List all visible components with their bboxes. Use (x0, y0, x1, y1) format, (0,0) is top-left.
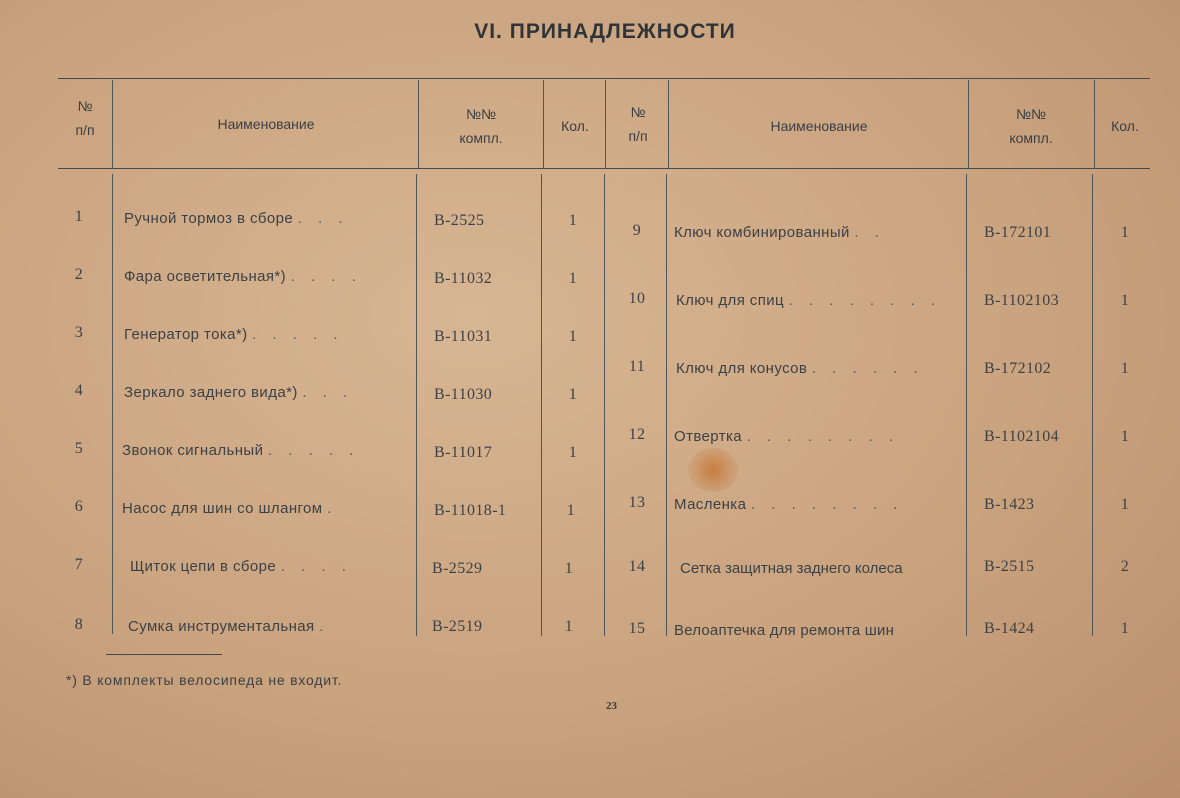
item-name-text: Насос для шин со шлангом (122, 500, 323, 517)
item-qty: 1 (568, 386, 578, 403)
leader-dots: . . . (302, 384, 354, 401)
item-name (124, 210, 349, 227)
item-name-text: Щиток цепи в сборе (130, 558, 277, 575)
row-number: 3 (74, 324, 84, 341)
item-code: В-1102104 (984, 428, 1060, 445)
column-divider (605, 80, 606, 168)
item-name-text: Генератор тока*) (124, 326, 248, 343)
item-code: В-2515 (984, 558, 1035, 575)
row-number: 9 (632, 222, 642, 239)
column-divider (112, 174, 113, 634)
item-qty: 1 (568, 444, 578, 461)
item-qty: 1 (568, 212, 578, 229)
item-name (130, 558, 352, 575)
header-qty: Кол. (561, 118, 589, 134)
column-divider (416, 174, 417, 636)
item-code: В-11030 (434, 386, 493, 403)
item-code: В-11018-1 (434, 502, 507, 519)
row-number: 1 (74, 208, 84, 225)
page-title: VI. ПРИНАДЛЕЖНОСТИ (474, 20, 736, 43)
item-name-text: Зеркало заднего вида*) (124, 384, 298, 401)
footnote: *) В комплекты велосипеда не входит. (66, 672, 343, 688)
leader-dots: . . . (297, 210, 349, 227)
header-code-symbol: №№ (465, 106, 497, 122)
column-divider (543, 80, 544, 168)
row-number: 11 (628, 358, 646, 375)
column-divider (966, 174, 967, 636)
item-name-text: Ключ для спиц (676, 292, 784, 309)
item-name (128, 618, 329, 635)
header-qty-right: Кол. (1111, 118, 1139, 134)
column-divider (666, 174, 667, 636)
item-name-text: Ключ комбинированный (674, 224, 850, 241)
item-qty: 1 (1120, 428, 1130, 445)
item-name (674, 224, 885, 241)
row-number: 5 (74, 440, 84, 457)
item-name (122, 500, 337, 517)
column-divider (968, 80, 969, 168)
item-qty: 1 (1120, 496, 1130, 513)
item-qty: 1 (1120, 224, 1130, 241)
leader-dots: . . . . (280, 558, 352, 575)
item-name-text: Велоаптечка для ремонта шин (674, 622, 895, 639)
item-name (676, 292, 941, 309)
item-code: В-172102 (984, 360, 1052, 377)
item-qty: 1 (1120, 292, 1130, 309)
item-qty: 1 (1120, 620, 1130, 637)
item-name (674, 622, 894, 639)
item-qty: 2 (1120, 558, 1130, 575)
item-name (676, 360, 924, 377)
item-qty: 1 (566, 502, 576, 519)
column-divider (604, 174, 605, 636)
item-name (674, 428, 899, 445)
item-code: В-11032 (434, 270, 493, 287)
paper-stain (688, 448, 738, 492)
row-number: 14 (628, 558, 646, 575)
item-name (674, 496, 903, 513)
row-number: 4 (74, 382, 84, 399)
table-top-rule (58, 78, 1150, 79)
header-num-right (610, 100, 666, 148)
header-num-symbol: № (630, 104, 646, 120)
leader-dots: . . . . . . (811, 360, 924, 377)
header-code-abbr: компл. (459, 130, 503, 146)
header-num-abbr: п/п (628, 128, 648, 144)
leader-dots: . . . . . . . . (746, 428, 900, 445)
item-code: В-11017 (434, 444, 493, 461)
footnote-rule (106, 654, 222, 655)
item-code: В-11031 (434, 328, 493, 345)
item-name-text: Ключ для конусов (676, 360, 808, 377)
item-name-text: Сумка инструментальная (128, 618, 315, 635)
row-number: 13 (628, 494, 646, 511)
leader-dots: . . (854, 224, 885, 241)
row-number: 10 (628, 290, 646, 307)
header-code-abbr: компл. (1009, 130, 1053, 146)
leader-dots: . . . . . . . . (750, 496, 904, 513)
item-name (122, 442, 359, 459)
column-divider (541, 174, 542, 636)
header-code-symbol: №№ (1015, 106, 1047, 122)
leader-dots: . . . . . . . . (788, 292, 942, 309)
page-number: 23 (606, 700, 617, 712)
item-qty: 1 (564, 618, 574, 635)
item-code: В-2529 (432, 560, 483, 577)
leader-dots: . (319, 618, 330, 635)
column-divider (418, 80, 419, 168)
header-name: Наименование (217, 116, 315, 132)
header-code (422, 102, 540, 150)
item-code: В-1423 (984, 496, 1035, 513)
header-code-right (972, 102, 1090, 150)
leader-dots: . . . . . (267, 442, 360, 459)
leader-dots: . . . . (290, 268, 362, 285)
item-name (124, 326, 344, 343)
item-code: В-172101 (984, 224, 1052, 241)
table-header-rule (58, 168, 1150, 169)
item-code: В-1102103 (984, 292, 1060, 309)
item-code: В-2519 (432, 618, 483, 635)
column-divider (1092, 174, 1093, 636)
item-name-text: Звонок сигнальный (122, 442, 264, 459)
leader-dots: . . . . . (252, 326, 344, 343)
item-name (124, 384, 353, 401)
item-qty: 1 (568, 328, 578, 345)
header-num-abbr: п/п (75, 122, 95, 138)
item-name-text: Отвертка (674, 428, 742, 445)
item-name-text: Масленка (674, 496, 747, 513)
item-code: В-1424 (984, 620, 1035, 637)
row-number: 7 (74, 556, 84, 573)
item-qty: 1 (568, 270, 578, 287)
item-qty: 1 (1120, 360, 1130, 377)
item-name-text: Фара осветительная*) (124, 268, 287, 285)
item-name-text: Сетка защитная заднего колеса (680, 560, 903, 577)
column-divider (668, 80, 669, 168)
header-num-symbol: № (77, 98, 93, 114)
row-number: 15 (628, 620, 646, 637)
column-divider (1094, 80, 1095, 168)
column-divider (112, 80, 113, 168)
item-code: В-2525 (434, 212, 485, 229)
header-name-right: Наименование (770, 118, 868, 134)
row-number: 6 (74, 498, 84, 515)
item-name (680, 560, 903, 577)
row-number: 2 (74, 266, 84, 283)
leader-dots: . (327, 500, 338, 517)
header-num (62, 94, 108, 142)
row-number: 8 (74, 616, 84, 633)
row-number: 12 (628, 426, 646, 443)
item-name (124, 268, 362, 285)
item-name-text: Ручной тормоз в сборе (124, 210, 294, 227)
item-qty: 1 (564, 560, 574, 577)
